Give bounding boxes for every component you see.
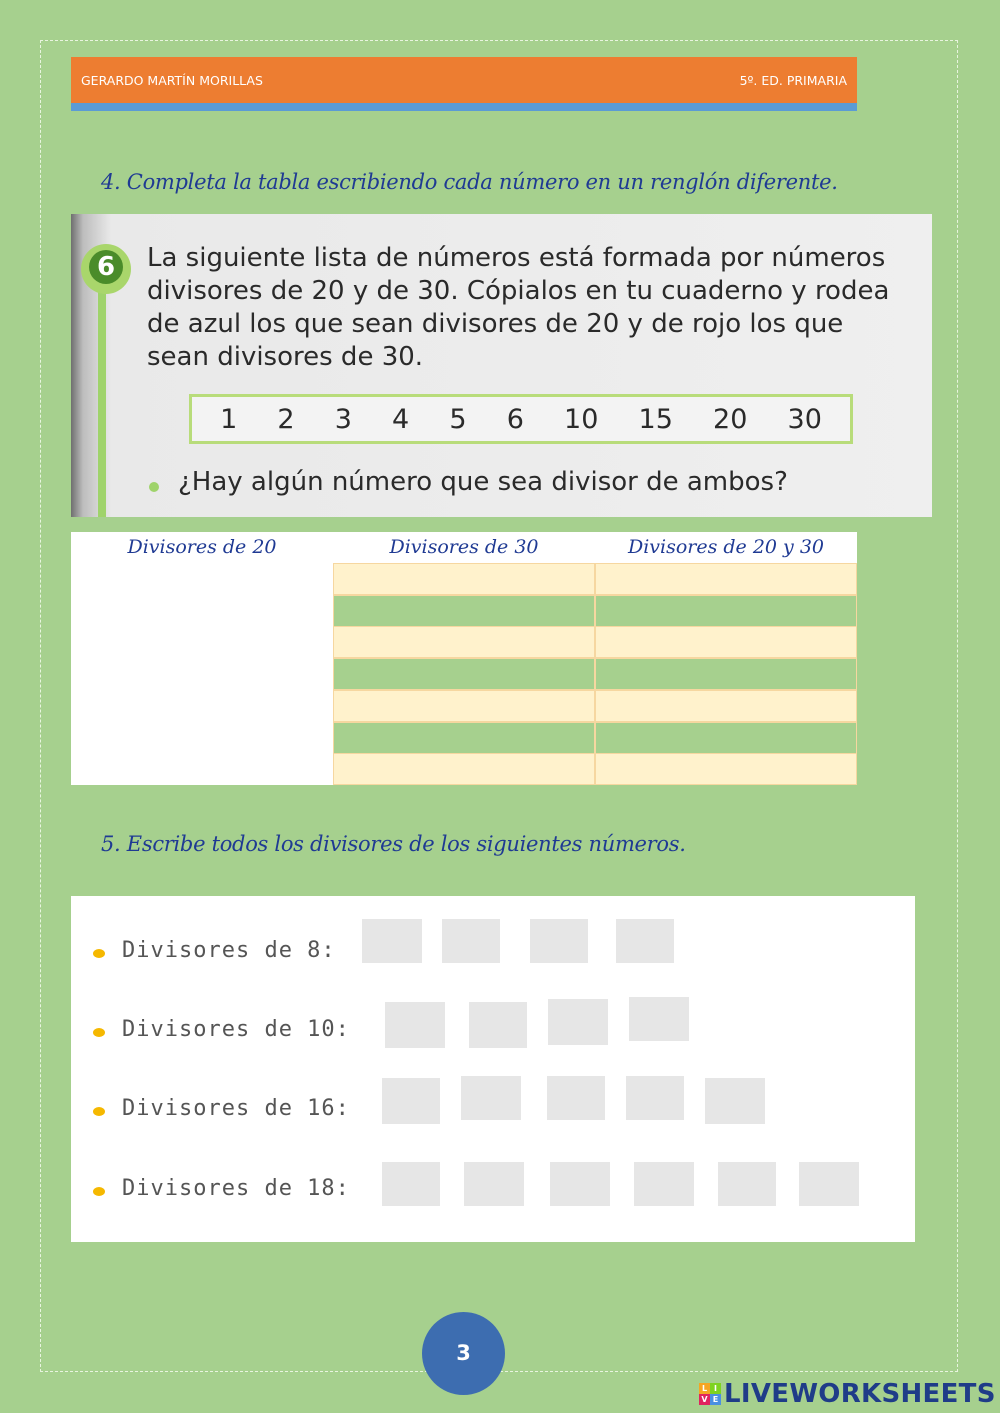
column-header-divisors-20: Divisores de 20 [71,532,333,564]
answer-cell[interactable] [333,595,595,627]
logo-letter: I [710,1383,721,1394]
liveworksheets-logo [699,1379,996,1409]
answer-box[interactable] [382,1078,440,1124]
exercise-4-title: 4. Completa la tabla escribiendo cada número en un renglón diferente. [101,170,838,194]
number-list-item: 2 [277,403,295,435]
number-list-item: 5 [449,403,467,435]
textbook-instructions: La siguiente lista de números está formada por números divisores de 20 y de 30. Cópialos en tu cuaderno y rodea de azul los que sean divisores de 20 y de rojo los que sean divisores de 30. [147,243,890,372]
column-header-divisors-30: Divisores de 30 [333,532,595,564]
answer-box[interactable] [634,1162,694,1206]
answer-box[interactable] [530,919,588,963]
answer-cell[interactable] [595,595,857,627]
answer-box[interactable] [626,1076,684,1120]
bullet-icon [93,1028,105,1037]
number-list-item: 1 [220,403,238,435]
answer-box[interactable] [461,1076,521,1120]
exercise-number: 6 [89,250,123,284]
grade-label: 5º. ED. PRIMARIA [739,73,847,88]
column-header-divisors-both: Divisores de 20 y 30 [595,532,857,564]
divisor-label: Divisores de 18: [122,1176,350,1201]
header-accent-bar [71,103,857,111]
logo-letter: V [699,1394,710,1405]
number-list-item: 10 [564,403,599,435]
answer-box[interactable] [718,1162,776,1206]
answer-box[interactable] [705,1078,765,1124]
page-header [71,57,857,103]
answer-cell[interactable] [333,563,595,595]
answer-cell[interactable] [595,690,857,722]
answer-box[interactable] [547,1076,605,1120]
answer-box[interactable] [616,919,674,963]
divisor-label: Divisores de 8: [122,938,336,963]
answer-cell[interactable] [333,722,595,754]
number-list [189,394,853,444]
answer-box[interactable] [629,997,689,1041]
textbook-excerpt [71,214,932,517]
answer-box[interactable] [362,919,422,963]
answer-cell[interactable] [333,658,595,690]
answer-box[interactable] [469,1002,527,1048]
number-list-item: 30 [787,403,822,435]
logo-text: LIVEWORKSHEETS [724,1379,996,1409]
number-list-item: 3 [334,403,352,435]
divisor-label: Divisores de 16: [122,1096,350,1121]
answer-cell[interactable] [595,563,857,595]
answer-cell[interactable] [595,626,857,658]
answer-box[interactable] [464,1162,524,1206]
answer-box[interactable] [799,1162,859,1206]
answer-dropzone-divisors-20[interactable] [71,563,333,785]
answer-box[interactable] [550,1162,610,1206]
divisor-label: Divisores de 10: [122,1017,350,1042]
number-list-item: 15 [638,403,673,435]
answer-cell[interactable] [595,753,857,785]
answer-cell[interactable] [333,690,595,722]
exercise-number-badge [81,244,131,294]
bullet-icon [93,1187,105,1196]
number-list-item: 4 [392,403,410,435]
answer-cell[interactable] [595,658,857,690]
page-number-badge: 3 [422,1312,505,1395]
number-list-item: 6 [506,403,524,435]
answer-cell[interactable] [333,626,595,658]
textbook-question: ¿Hay algún número que sea divisor de ambos? [178,467,788,497]
divisors-exercise [71,896,915,1242]
answer-box[interactable] [382,1162,440,1206]
answer-cell[interactable] [333,753,595,785]
divisors-table [71,532,857,785]
logo-icon [699,1383,721,1405]
answer-box[interactable] [442,919,500,963]
logo-letter: L [699,1383,710,1394]
logo-letter: E [710,1394,721,1405]
answer-box[interactable] [548,999,608,1045]
bullet-icon [149,482,159,492]
number-list-item: 20 [713,403,748,435]
answer-cell[interactable] [595,722,857,754]
bullet-icon [93,949,105,958]
exercise-5-title: 5. Escribe todos los divisores de los siguientes números. [101,832,686,856]
author-name: GERARDO MARTÍN MORILLAS [81,73,263,88]
answer-box[interactable] [385,1002,445,1048]
bullet-icon [93,1107,105,1116]
